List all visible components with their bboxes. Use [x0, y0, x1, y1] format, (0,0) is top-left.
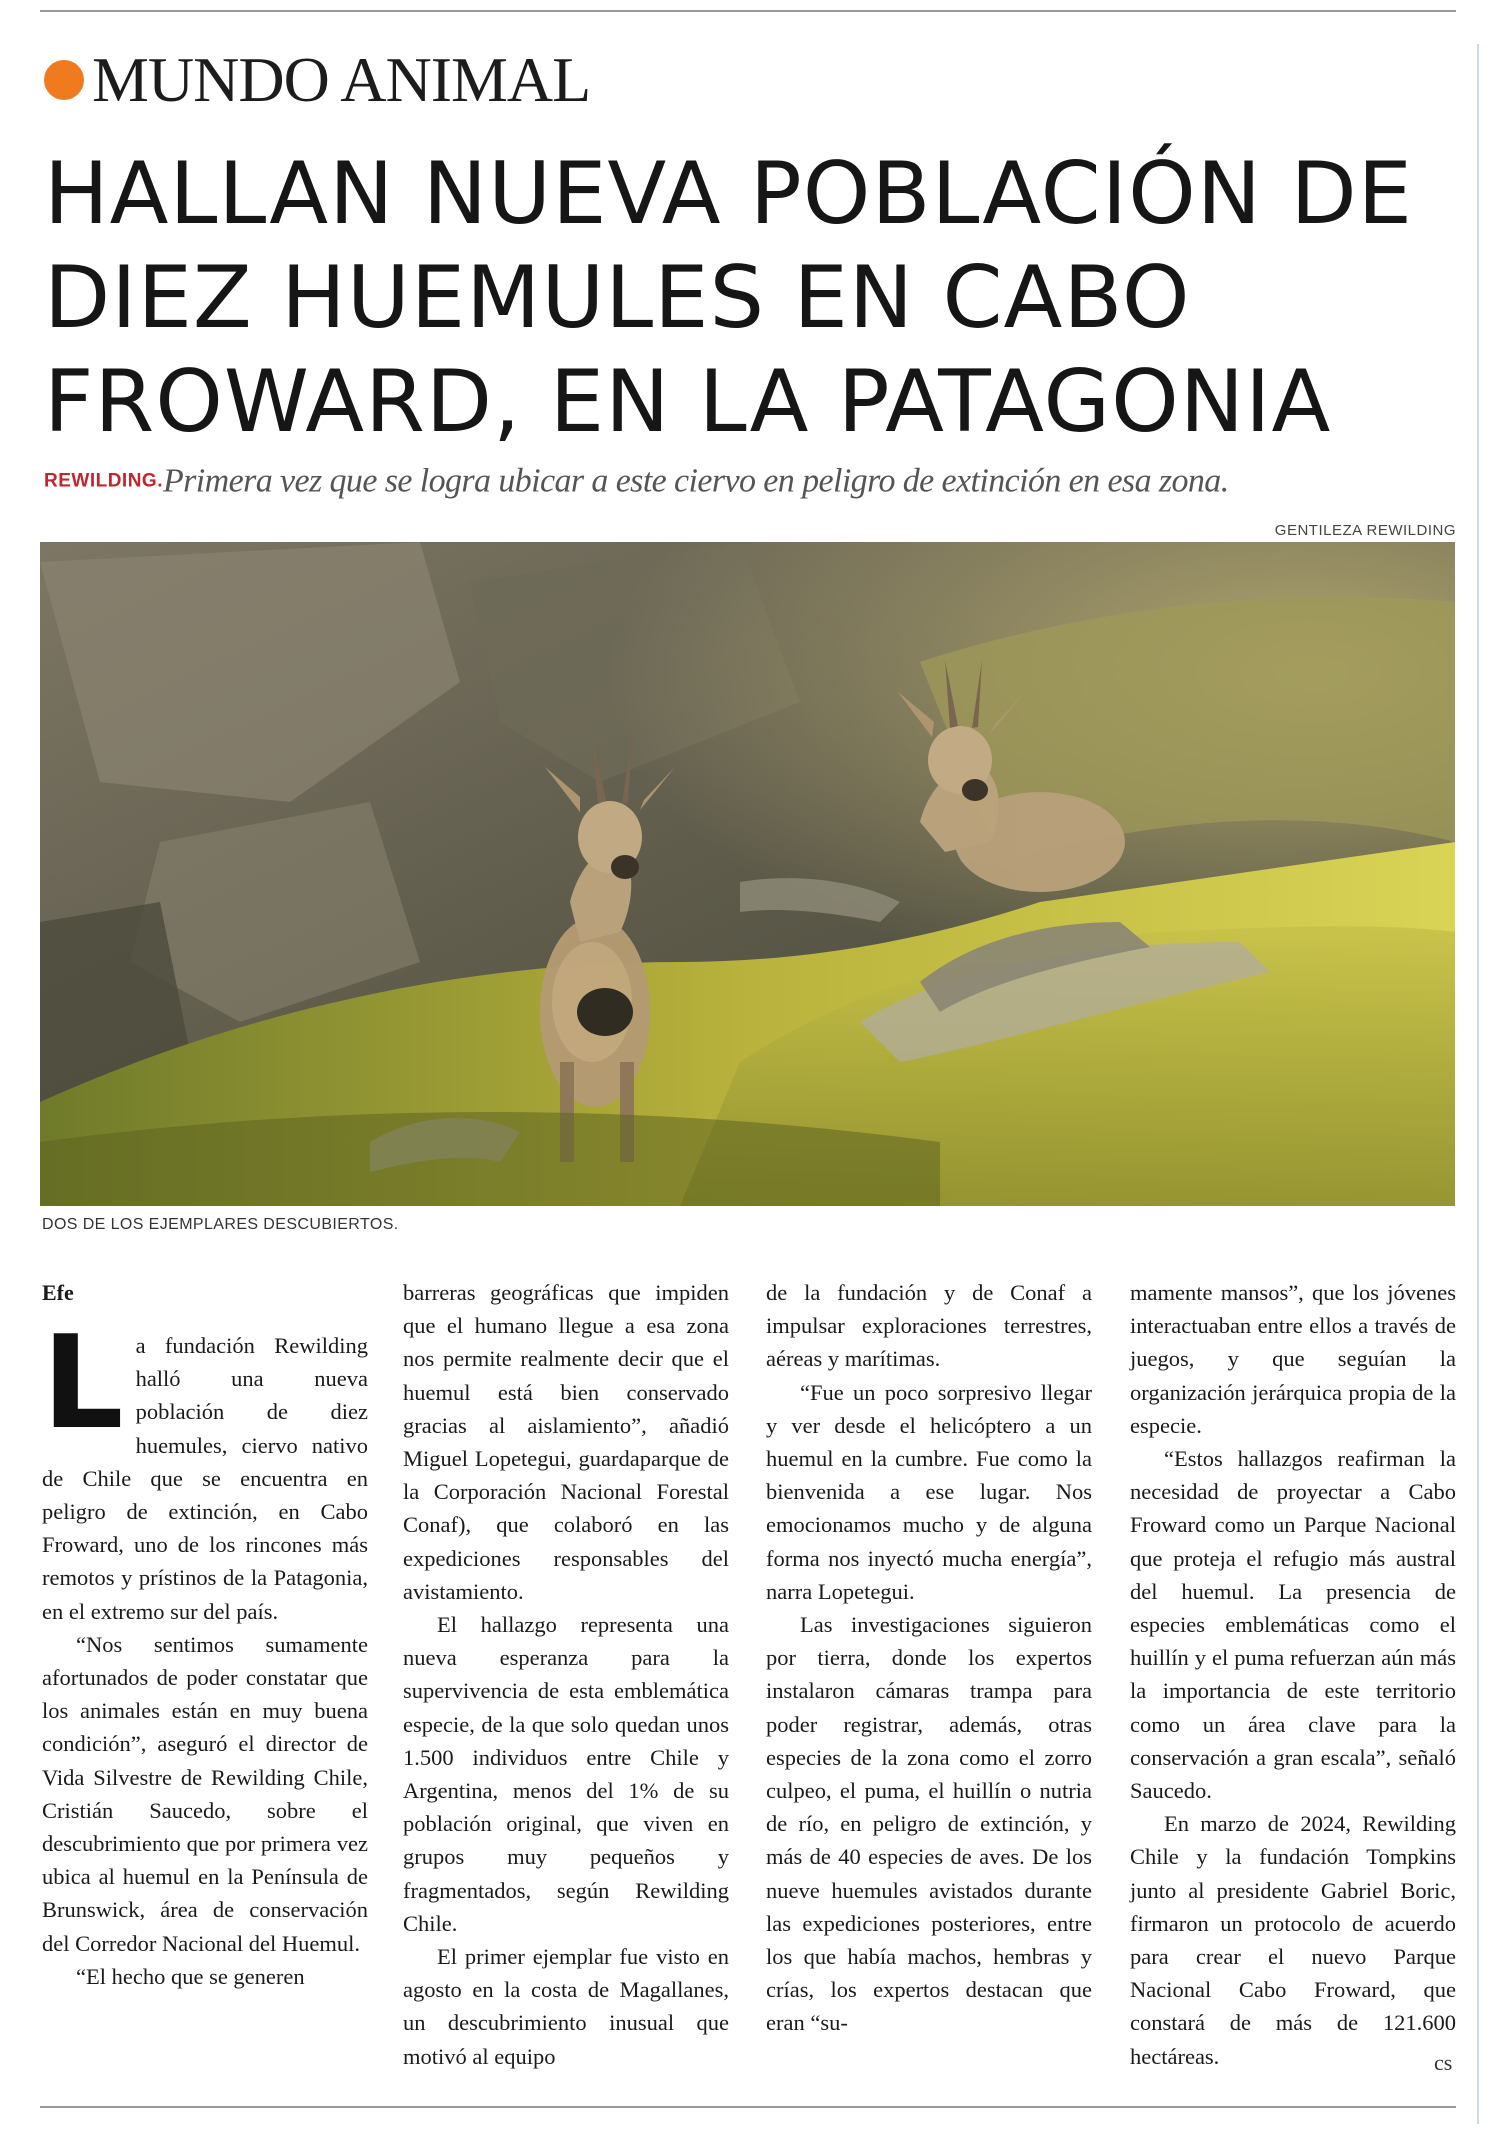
- photo-caption: DOS DE LOS EJEMPLARES DESCUBIERTOS.: [42, 1216, 399, 1233]
- bottom-rule: [40, 2106, 1456, 2108]
- byline: Efe: [42, 1280, 74, 1305]
- section-dot-icon: [44, 60, 84, 100]
- headline: [44, 142, 1464, 454]
- photo-credit: GENTILEZA REWILDING: [1274, 522, 1456, 539]
- article-column-2: [403, 1276, 729, 2073]
- section-header: [44, 44, 590, 116]
- article-column-3: [766, 1276, 1092, 2040]
- article-paragraph: de la fundación y de Conaf a impulsar exploraciones terrestres, aéreas y marítimas.: [766, 1280, 1092, 1372]
- dropcap: L: [42, 1309, 124, 1458]
- end-mark-icon: cs: [1434, 2050, 1453, 2075]
- section-label: MUNDO ANIMAL: [92, 44, 591, 115]
- article-paragraph: Las investigaciones siguieron por tierra, donde los expertos instalaron cámaras trampa para poder registrar, además, otras especies de la zona como el zorro culpeo, el puma, el huillín o nutria de río, en peligro de extinción, y más de 40 especies de aves. De los nueve huemules avistados durante las expediciones posteriores, entre los que había machos, hembras y crías, los expertos destacan que eran “su-: [766, 1612, 1092, 2036]
- article-paragraph: barreras geográficas que impiden que el humano llegue a esa zona nos permite realmente decir que el huemul está bien conservado gracias al aislamiento”, añadió Miguel Lopetegui, guardaparque de la Corporación Nacional Forestal Conaf), que colaboró en las expediciones responsables del avistamiento.: [403, 1280, 729, 1604]
- huemul-photo-illustration: [40, 542, 1455, 1206]
- article-paragraph: En marzo de 2024, Rewilding Chile y la fundación Tompkins junto al presidente Gabriel Boric, firmaron un protocolo de acuerdo para crear el nuevo Parque Nacional Cabo Froward, que constará de más de 121.600 hectáreas.: [1130, 1811, 1456, 2069]
- right-column-rule: [1477, 44, 1479, 2124]
- deck-kicker: REWILDING.: [44, 470, 163, 492]
- article-paragraph: El hallazgo representa una nueva esperanza para la supervivencia de esta emblemática especie, de la que solo quedan unos 1.500 individuos entre Chile y Argentina, menos del 1% de su población original, que viven en grupos muy pequeños y fragmentados, según Rewilding Chile.: [403, 1612, 729, 1936]
- article-photo: [40, 542, 1455, 1206]
- headline-line: DIEZ HUEMULES EN CABO: [44, 248, 1191, 348]
- article-column-1: [42, 1276, 368, 1993]
- deck: [44, 456, 1464, 506]
- article-paragraph: El primer ejemplar fue visto en agosto en la costa de Magallanes, un descubrimiento inusual que motivó al equipo: [403, 1944, 729, 2069]
- article-paragraph: “Nos sentimos sumamente afortunados de poder constatar que los animales están en muy buena condición”, aseguró el director de Vida Silvestre de Rewilding Chile, Cristián Saucedo, sobre el descubrimiento que por primera vez ubica al huemul en la Península de Brunswick, área de conservación del Corredor Nacional del Huemul.: [42, 1631, 368, 1956]
- headline-line: FROWARD, EN LA PATAGONIA: [44, 352, 1332, 452]
- top-rule: [40, 10, 1456, 12]
- article-paragraph: “Fue un poco sorpresivo llegar y ver desde el helicóptero a un huemul en la cumbre. Fue como la bienvenida a ese lugar. Nos emocionamos mucho y de alguna forma nos inyectó mucha energía”, narra Lopetegui.: [766, 1379, 1092, 1604]
- article-paragraph: “El hecho que se generen: [76, 1963, 305, 1989]
- article-paragraph: mamente mansos”, que los jóvenes interactuaban entre ellos a través de juegos, y que seguían la organización jerárquica propia de la especie.: [1130, 1280, 1456, 1438]
- headline-line: HALLAN NUEVA POBLACIÓN DE: [44, 144, 1414, 244]
- article-paragraph: “Estos hallazgos reafirman la necesidad de proyectar a Cabo Froward como un Parque Nacional que proteja el refugio más austral del huemul. La presencia de especies emblemáticas como el huillín y el puma refuerzan aún más la importancia de este territorio como un área clave para la conservación a gran escala”, señaló Saucedo.: [1130, 1446, 1456, 1804]
- article-paragraph: [42, 1309, 368, 1628]
- paragraph-text: a fundación Rewilding halló una nueva población de diez huemules, ciervo nativo de Chile que se encuentra en peligro de extinción, en Cabo Froward, uno de los rincones más remotos y prístinos de la Patagonia, en el extremo sur del país.: [42, 1333, 368, 1624]
- article-column-4: [1130, 1276, 1456, 2073]
- deck-text: Primera vez que se logra ubicar a este ciervo en peligro de extinción en esa zona.: [163, 462, 1229, 500]
